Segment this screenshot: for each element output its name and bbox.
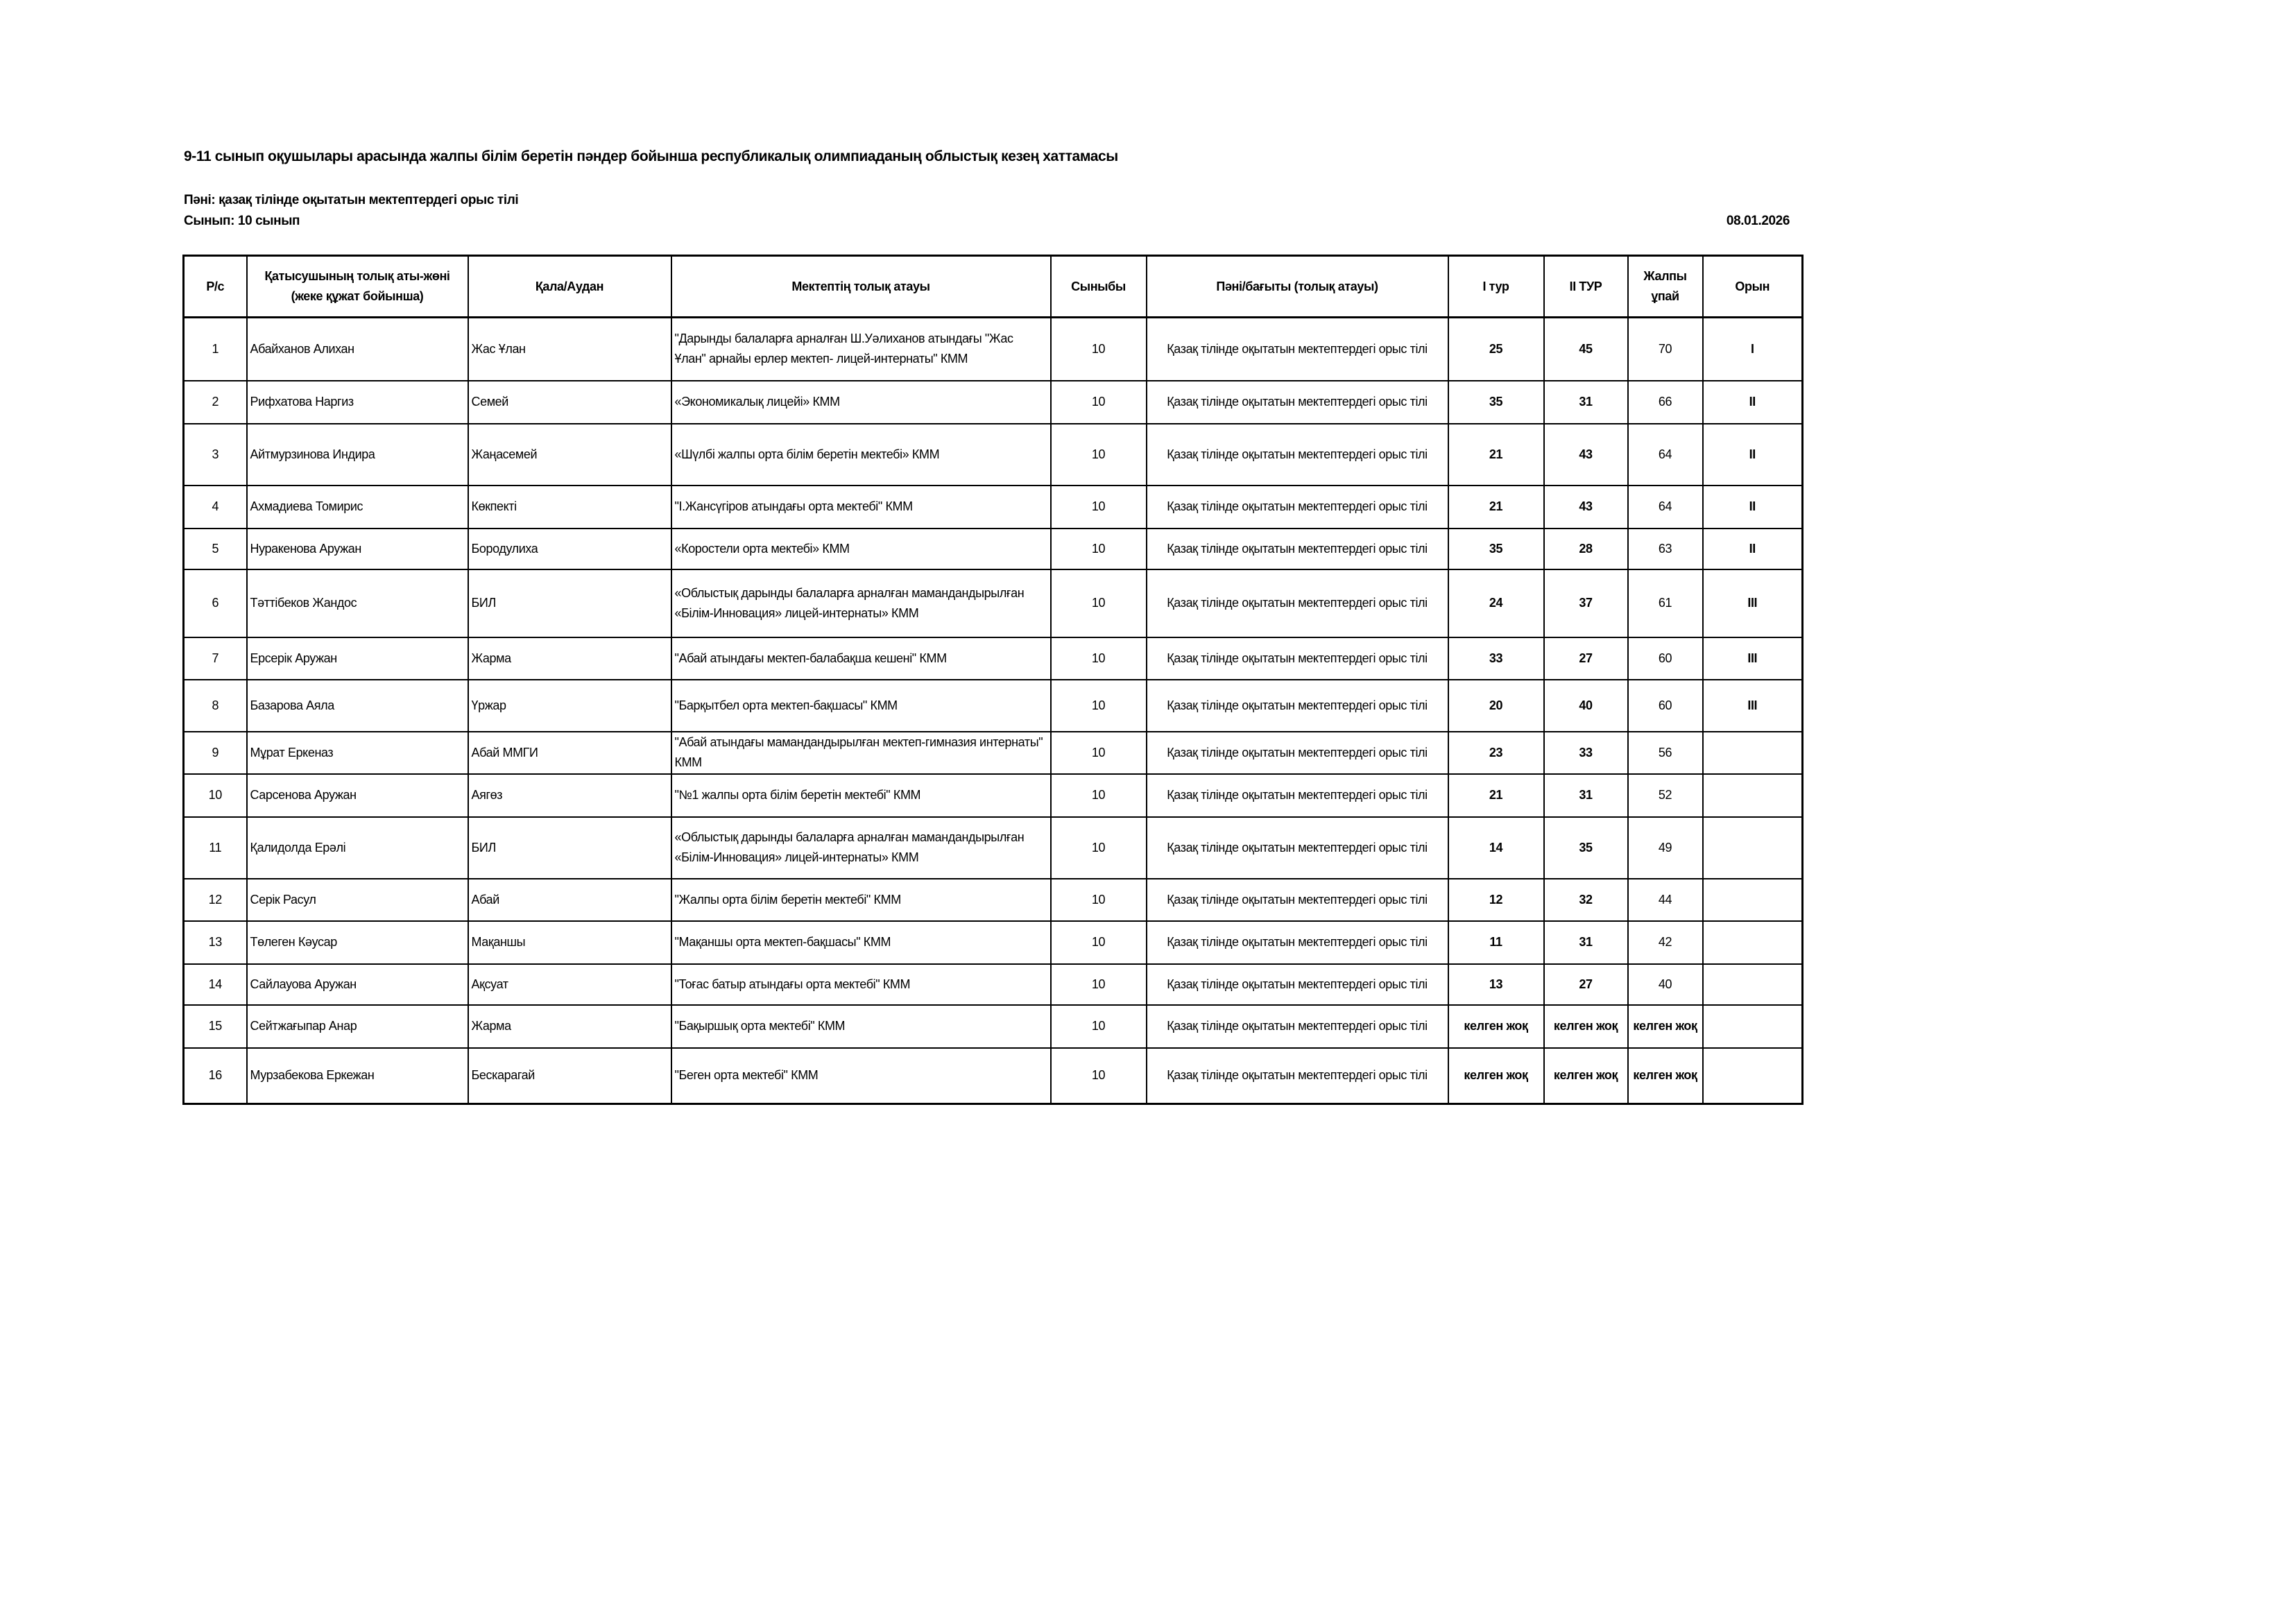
cell-subject: Қазақ тілінде оқытатын мектептердегі орыс тілі: [1147, 1048, 1448, 1104]
cell-city-district: Семей: [468, 381, 671, 424]
cell-school-name: «Облыстық дарынды балаларға арналған мамандандырылған «Білім-Инновация» лицей-интернаты» КММ: [671, 569, 1051, 637]
cell-participant-name: Сейтжағыпар Анар: [247, 1005, 468, 1048]
table-row: [184, 424, 1803, 486]
cell-school-name: "Тоғас батыр атындағы орта мектебі" КММ: [671, 964, 1051, 1005]
cell-round-2: келген жоқ: [1544, 1048, 1628, 1104]
cell-subject: Қазақ тілінде оқытатын мектептердегі орыс тілі: [1147, 1005, 1448, 1048]
cell-place: І: [1703, 318, 1803, 381]
cell-city-district: Үржар: [468, 680, 671, 732]
cell-number: 1: [184, 318, 247, 381]
cell-grade: 10: [1051, 879, 1147, 921]
cell-city-district: Аягөз: [468, 774, 671, 817]
table-row: [184, 817, 1803, 879]
cell-school-name: "Беген орта мектебі" КММ: [671, 1048, 1051, 1104]
cell-number: 2: [184, 381, 247, 424]
table-row: [184, 318, 1803, 381]
cell-city-district: БИЛ: [468, 817, 671, 879]
cell-participant-name: Рифхатова Наргиз: [247, 381, 468, 424]
cell-place: [1703, 732, 1803, 774]
cell-round-2: 45: [1544, 318, 1628, 381]
cell-subject: Қазақ тілінде оқытатын мектептердегі орыс тілі: [1147, 569, 1448, 637]
cell-round-2: 31: [1544, 921, 1628, 964]
cell-grade: 10: [1051, 1005, 1147, 1048]
cell-subject: Қазақ тілінде оқытатын мектептердегі орыс тілі: [1147, 381, 1448, 424]
cell-city-district: Бородулиха: [468, 529, 671, 569]
cell-total-score: 44: [1628, 879, 1703, 921]
table-row: [184, 486, 1803, 529]
cell-participant-name: Қалидолда Ерәлі: [247, 817, 468, 879]
cell-total-score: 40: [1628, 964, 1703, 1005]
cell-place: ІІ: [1703, 486, 1803, 529]
table-row: [184, 529, 1803, 569]
cell-number: 9: [184, 732, 247, 774]
cell-place: ІІ: [1703, 529, 1803, 569]
cell-grade: 10: [1051, 921, 1147, 964]
col-number-header: Р/с: [184, 256, 247, 318]
cell-round-1: келген жоқ: [1448, 1005, 1544, 1048]
cell-grade: 10: [1051, 569, 1147, 637]
cell-number: 13: [184, 921, 247, 964]
cell-school-name: "Абай атындағы мамандандырылған мектеп-гимназия интернаты" КММ: [671, 732, 1051, 774]
cell-round-1: 24: [1448, 569, 1544, 637]
cell-city-district: Мақаншы: [468, 921, 671, 964]
cell-school-name: «Экономикалық лицейі» КММ: [671, 381, 1051, 424]
cell-subject: Қазақ тілінде оқытатын мектептердегі орыс тілі: [1147, 424, 1448, 486]
table-row: [184, 680, 1803, 732]
cell-number: 15: [184, 1005, 247, 1048]
cell-round-2: 33: [1544, 732, 1628, 774]
cell-city-district: Абай ММГИ: [468, 732, 671, 774]
col-place-header: Орын: [1703, 256, 1803, 318]
cell-participant-name: Тәттібеков Жандос: [247, 569, 468, 637]
cell-city-district: Жарма: [468, 1005, 671, 1048]
cell-total-score: 70: [1628, 318, 1703, 381]
col-participant-name-header: Қатысушының толық аты-жөні (жеке құжат бойынша): [247, 256, 468, 318]
col-total-score-header: Жалпы ұпай: [1628, 256, 1703, 318]
cell-participant-name: Нуракенова Аружан: [247, 529, 468, 569]
cell-place: [1703, 921, 1803, 964]
cell-number: 7: [184, 637, 247, 680]
cell-round-2: 43: [1544, 424, 1628, 486]
cell-school-name: "І.Жансүгіров атындағы орта мектебі" КММ: [671, 486, 1051, 529]
cell-number: 16: [184, 1048, 247, 1104]
cell-subject: Қазақ тілінде оқытатын мектептердегі орыс тілі: [1147, 637, 1448, 680]
cell-place: ІІ: [1703, 424, 1803, 486]
cell-grade: 10: [1051, 680, 1147, 732]
cell-place: ІІ: [1703, 381, 1803, 424]
cell-round-1: 13: [1448, 964, 1544, 1005]
cell-grade: 10: [1051, 817, 1147, 879]
cell-school-name: "№1 жалпы орта білім беретін мектебі" КММ: [671, 774, 1051, 817]
cell-subject: Қазақ тілінде оқытатын мектептердегі орыс тілі: [1147, 529, 1448, 569]
cell-number: 4: [184, 486, 247, 529]
cell-round-2: 35: [1544, 817, 1628, 879]
cell-round-2: 31: [1544, 774, 1628, 817]
cell-grade: 10: [1051, 732, 1147, 774]
table-row: [184, 1048, 1803, 1104]
cell-number: 6: [184, 569, 247, 637]
cell-round-1: 21: [1448, 424, 1544, 486]
cell-grade: 10: [1051, 529, 1147, 569]
cell-participant-name: Мурзабекова Еркежан: [247, 1048, 468, 1104]
cell-school-name: «Коростели орта мектебі» КММ: [671, 529, 1051, 569]
col-school-name-header: Мектептің толық атауы: [671, 256, 1051, 318]
cell-total-score: 64: [1628, 486, 1703, 529]
table-header-row: [184, 256, 1803, 318]
table-row: [184, 964, 1803, 1005]
cell-total-score: 60: [1628, 680, 1703, 732]
cell-place: ІІІ: [1703, 569, 1803, 637]
cell-city-district: Жарма: [468, 637, 671, 680]
cell-grade: 10: [1051, 774, 1147, 817]
cell-round-1: келген жоқ: [1448, 1048, 1544, 1104]
cell-subject: Қазақ тілінде оқытатын мектептердегі орыс тілі: [1147, 486, 1448, 529]
cell-round-2: 32: [1544, 879, 1628, 921]
cell-round-1: 21: [1448, 774, 1544, 817]
subject-line: Пәні: қазақ тілінде оқытатын мектептердегі орыс тілі: [184, 193, 519, 207]
cell-round-2: 43: [1544, 486, 1628, 529]
col-city-district-header: Қала/Аудан: [468, 256, 671, 318]
cell-round-2: 27: [1544, 637, 1628, 680]
cell-round-1: 25: [1448, 318, 1544, 381]
cell-grade: 10: [1051, 381, 1147, 424]
cell-round-1: 12: [1448, 879, 1544, 921]
cell-school-name: "Бақыршық орта мектебі" КММ: [671, 1005, 1051, 1048]
cell-participant-name: Сайлауова Аружан: [247, 964, 468, 1005]
cell-subject: Қазақ тілінде оқытатын мектептердегі орыс тілі: [1147, 921, 1448, 964]
cell-total-score: келген жоқ: [1628, 1048, 1703, 1104]
cell-subject: Қазақ тілінде оқытатын мектептердегі орыс тілі: [1147, 680, 1448, 732]
cell-grade: 10: [1051, 964, 1147, 1005]
document-title: 9-11 сынып оқушылары арасында жалпы білім беретін пәндер бойынша республикалық олимпиаданың облыстық кезең хаттамасы: [184, 148, 1118, 164]
cell-total-score: 56: [1628, 732, 1703, 774]
cell-round-1: 20: [1448, 680, 1544, 732]
table-row: [184, 637, 1803, 680]
cell-round-1: 35: [1448, 529, 1544, 569]
cell-round-2: 37: [1544, 569, 1628, 637]
cell-round-2: келген жоқ: [1544, 1005, 1628, 1048]
cell-number: 5: [184, 529, 247, 569]
cell-city-district: Жаңасемей: [468, 424, 671, 486]
table-row: [184, 381, 1803, 424]
cell-school-name: «Облыстық дарынды балаларға арналған мамандандырылған «Білім-Инновация» лицей-интернаты» КММ: [671, 817, 1051, 879]
cell-number: 10: [184, 774, 247, 817]
results-table: [182, 255, 1804, 1105]
cell-total-score: 64: [1628, 424, 1703, 486]
cell-total-score: 63: [1628, 529, 1703, 569]
cell-round-1: 14: [1448, 817, 1544, 879]
cell-city-district: БИЛ: [468, 569, 671, 637]
cell-total-score: 52: [1628, 774, 1703, 817]
cell-number: 8: [184, 680, 247, 732]
cell-school-name: "Дарынды балаларға арналған Ш.Уәлиханов атындағы "Жас Ұлан" арнайы ерлер мектеп- лицей-интернаты" КММ: [671, 318, 1051, 381]
table-row: [184, 1005, 1803, 1048]
cell-school-name: "Барқытбел орта мектеп-бақшасы" КММ: [671, 680, 1051, 732]
cell-grade: 10: [1051, 318, 1147, 381]
cell-city-district: Бескарагай: [468, 1048, 671, 1104]
cell-round-2: 27: [1544, 964, 1628, 1005]
cell-round-2: 31: [1544, 381, 1628, 424]
table-row: [184, 569, 1803, 637]
table-row: [184, 921, 1803, 964]
cell-number: 14: [184, 964, 247, 1005]
cell-participant-name: Ерсерік Аружан: [247, 637, 468, 680]
cell-participant-name: Сарсенова Аружан: [247, 774, 468, 817]
cell-total-score: 42: [1628, 921, 1703, 964]
cell-number: 11: [184, 817, 247, 879]
cell-subject: Қазақ тілінде оқытатын мектептердегі орыс тілі: [1147, 964, 1448, 1005]
col-round-1-header: І тур: [1448, 256, 1544, 318]
cell-grade: 10: [1051, 486, 1147, 529]
cell-place: [1703, 817, 1803, 879]
cell-round-2: 40: [1544, 680, 1628, 732]
cell-subject: Қазақ тілінде оқытатын мектептердегі орыс тілі: [1147, 318, 1448, 381]
col-round-2-header: ІІ ТУР: [1544, 256, 1628, 318]
cell-city-district: Абай: [468, 879, 671, 921]
cell-grade: 10: [1051, 637, 1147, 680]
cell-city-district: Жас Ұлан: [468, 318, 671, 381]
cell-grade: 10: [1051, 424, 1147, 486]
cell-city-district: Көкпекті: [468, 486, 671, 529]
cell-place: [1703, 1005, 1803, 1048]
cell-subject: Қазақ тілінде оқытатын мектептердегі орыс тілі: [1147, 774, 1448, 817]
cell-round-1: 23: [1448, 732, 1544, 774]
cell-participant-name: Абайханов Алихан: [247, 318, 468, 381]
cell-place: [1703, 964, 1803, 1005]
cell-school-name: "Жалпы орта білім беретін мектебі" КММ: [671, 879, 1051, 921]
cell-place: ІІІ: [1703, 637, 1803, 680]
cell-total-score: 66: [1628, 381, 1703, 424]
cell-school-name: «Шүлбі жалпы орта білім беретін мектебі» КММ: [671, 424, 1051, 486]
cell-school-name: "Мақаншы орта мектеп-бақшасы" КММ: [671, 921, 1051, 964]
cell-subject: Қазақ тілінде оқытатын мектептердегі орыс тілі: [1147, 817, 1448, 879]
cell-school-name: "Абай атындағы мектеп-балабақша кешені" КММ: [671, 637, 1051, 680]
cell-round-1: 11: [1448, 921, 1544, 964]
cell-participant-name: Ахмадиева Томирис: [247, 486, 468, 529]
cell-round-1: 33: [1448, 637, 1544, 680]
cell-participant-name: Серік Расул: [247, 879, 468, 921]
table-row: [184, 774, 1803, 817]
cell-total-score: келген жоқ: [1628, 1005, 1703, 1048]
cell-place: ІІІ: [1703, 680, 1803, 732]
cell-number: 3: [184, 424, 247, 486]
cell-round-2: 28: [1544, 529, 1628, 569]
cell-participant-name: Төлеген Кәусар: [247, 921, 468, 964]
cell-grade: 10: [1051, 1048, 1147, 1104]
cell-place: [1703, 1048, 1803, 1104]
cell-total-score: 60: [1628, 637, 1703, 680]
col-subject-header: Пәні/бағыты (толық атауы): [1147, 256, 1448, 318]
class-line: Сынып: 10 сынып: [184, 214, 300, 228]
table-row: [184, 732, 1803, 774]
cell-round-1: 21: [1448, 486, 1544, 529]
cell-number: 12: [184, 879, 247, 921]
cell-total-score: 49: [1628, 817, 1703, 879]
cell-participant-name: Айтмурзинова Индира: [247, 424, 468, 486]
cell-subject: Қазақ тілінде оқытатын мектептердегі орыс тілі: [1147, 732, 1448, 774]
col-grade-header: Сыныбы: [1051, 256, 1147, 318]
cell-city-district: Ақсуат: [468, 964, 671, 1005]
cell-place: [1703, 774, 1803, 817]
cell-round-1: 35: [1448, 381, 1544, 424]
cell-subject: Қазақ тілінде оқытатын мектептердегі орыс тілі: [1147, 879, 1448, 921]
cell-total-score: 61: [1628, 569, 1703, 637]
document-date: 08.01.2026: [1726, 214, 1790, 228]
cell-participant-name: Мұрат Еркеназ: [247, 732, 468, 774]
table-row: [184, 879, 1803, 921]
cell-participant-name: Базарова Аяла: [247, 680, 468, 732]
cell-place: [1703, 879, 1803, 921]
